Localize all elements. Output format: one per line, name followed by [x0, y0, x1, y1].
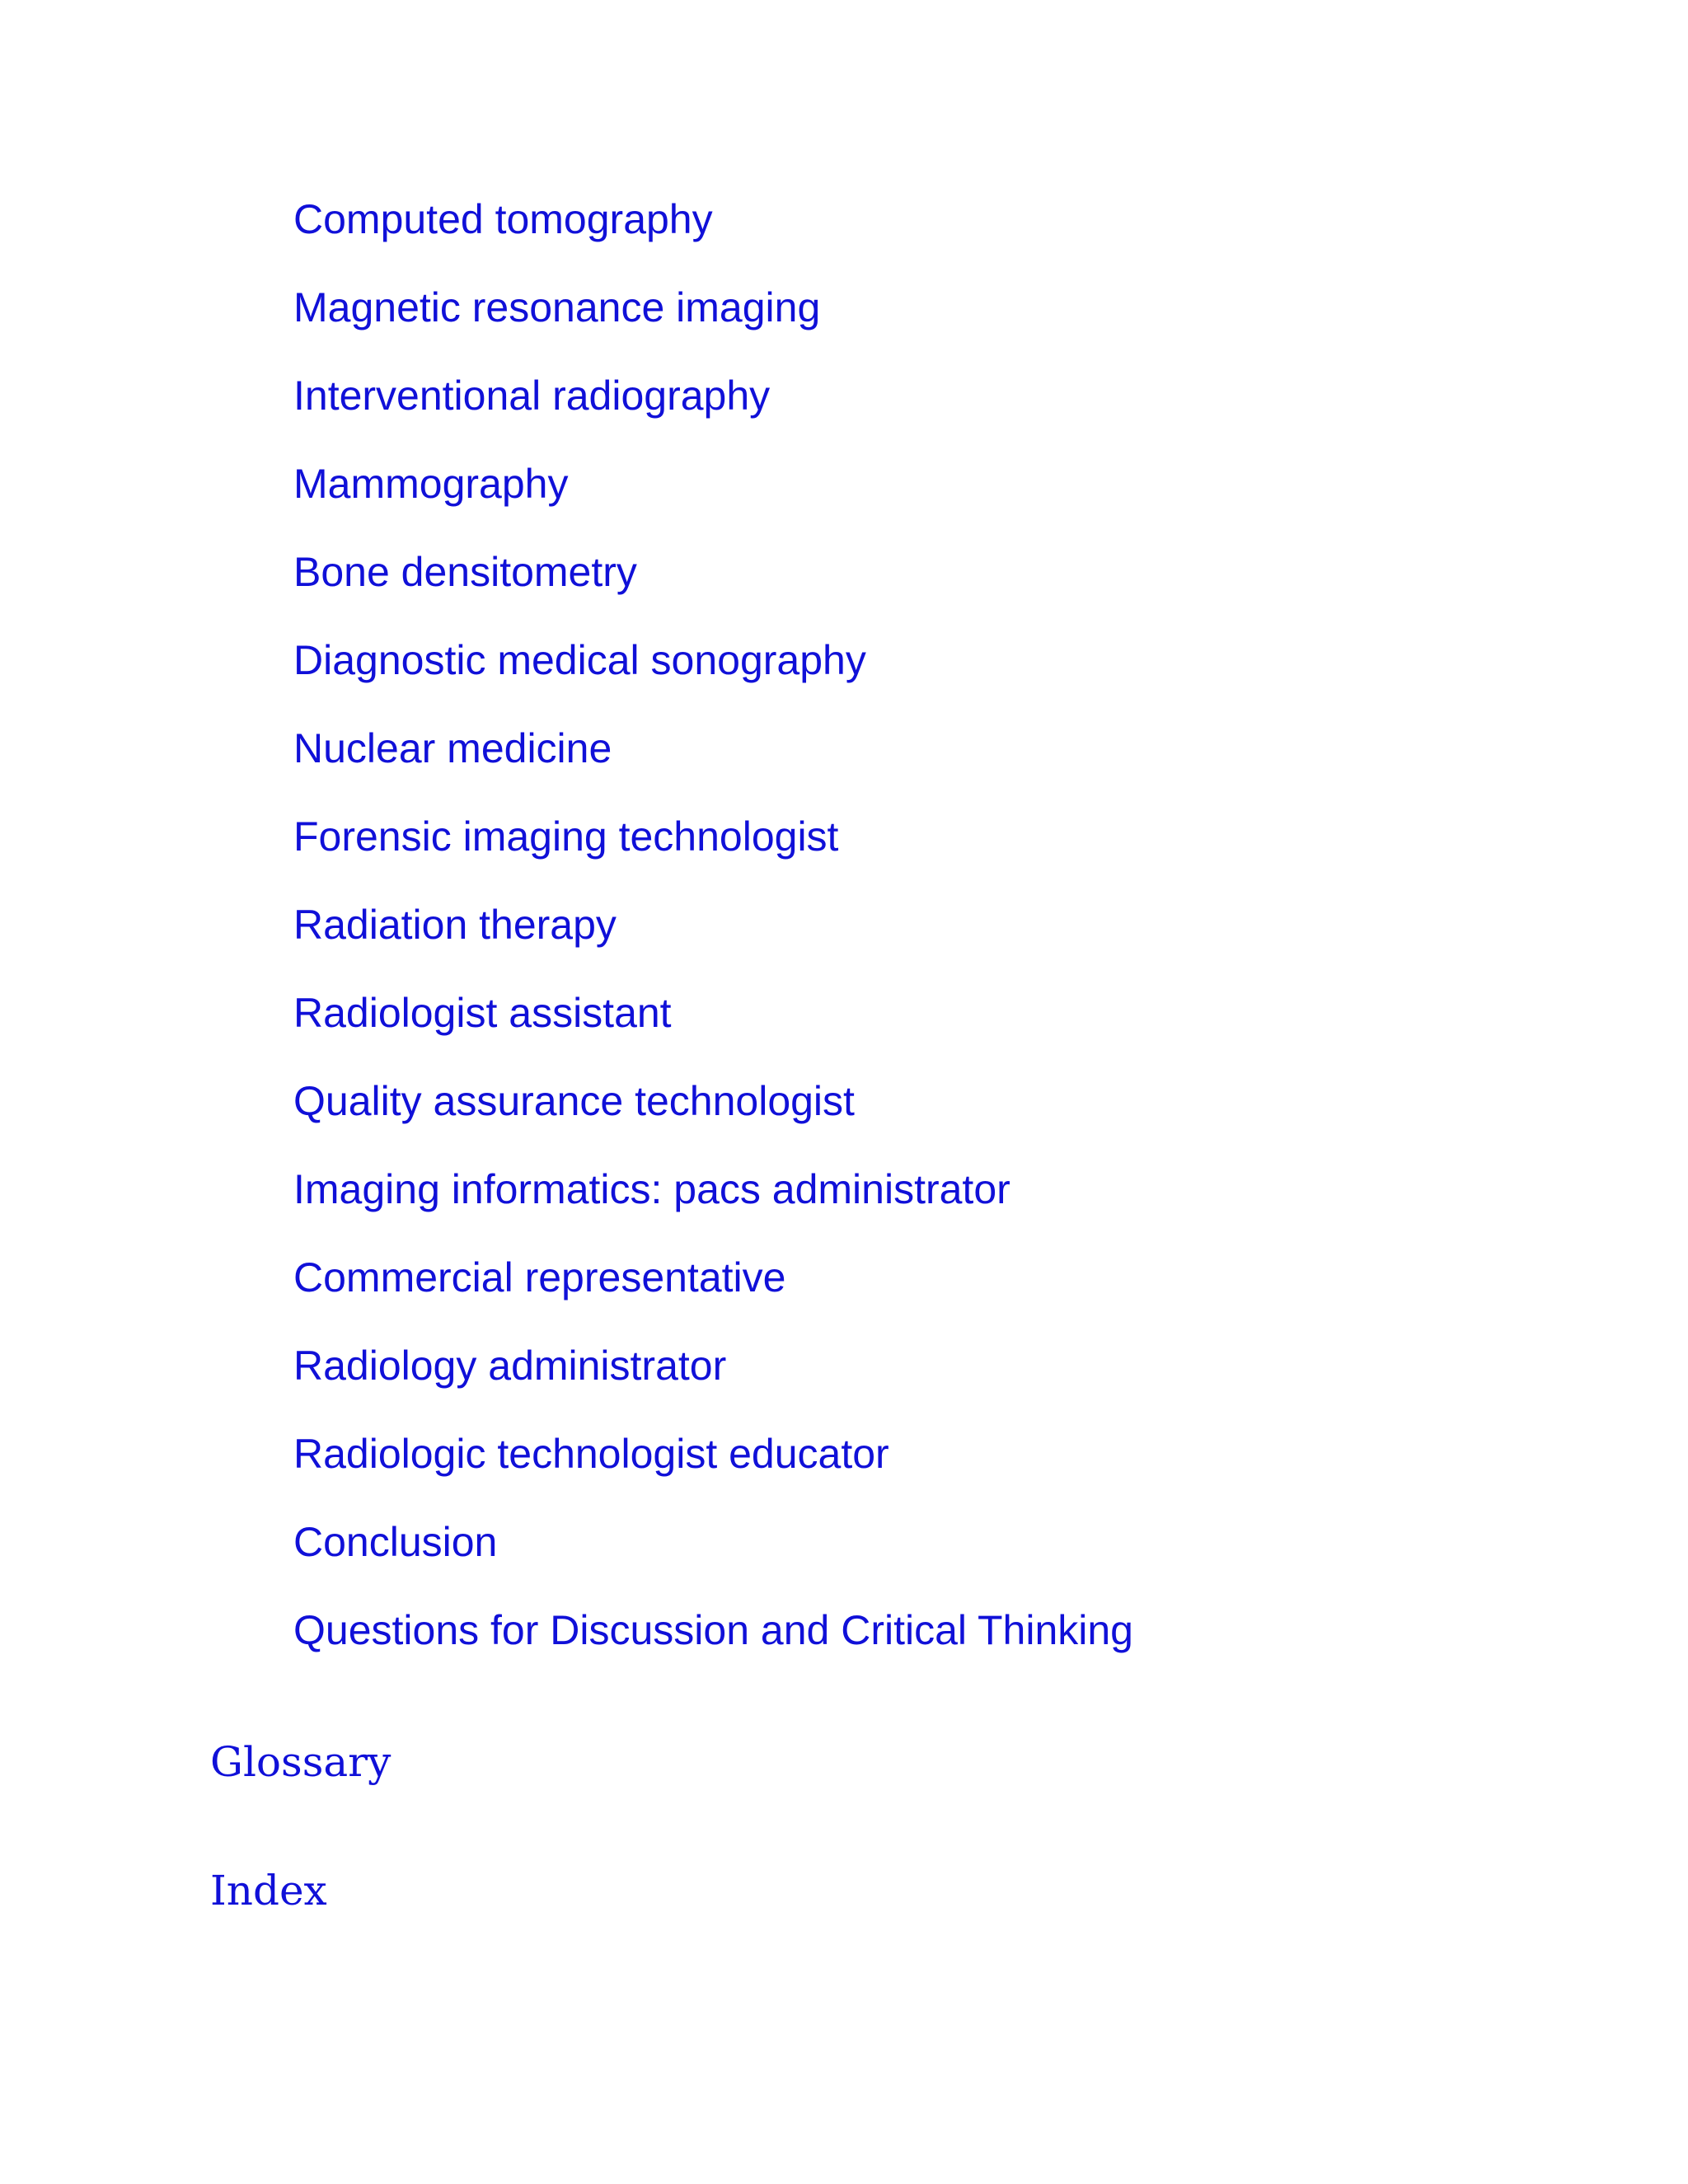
toc-link-forensic-imaging-technologist[interactable]: Forensic imaging technologist	[293, 813, 839, 860]
toc-link-nuclear-medicine[interactable]: Nuclear medicine	[293, 725, 612, 771]
toc-link-radiology-administrator[interactable]: Radiology administrator	[293, 1343, 727, 1389]
toc-link-magnetic-resonance-imaging[interactable]: Magnetic resonance imaging	[293, 284, 821, 330]
toc-link-mammography[interactable]: Mammography	[293, 461, 569, 507]
toc-link-radiologic-technologist-educator[interactable]: Radiologic technologist educator	[293, 1431, 889, 1477]
toc-link-commercial-representative[interactable]: Commercial representative	[293, 1254, 786, 1301]
toc-link-radiologist-assistant[interactable]: Radiologist assistant	[293, 990, 672, 1036]
toc-link-glossary[interactable]: Glossary	[210, 1738, 392, 1786]
toc-link-conclusion[interactable]: Conclusion	[293, 1519, 498, 1565]
toc-link-bone-densitometry[interactable]: Bone densitometry	[293, 549, 637, 595]
toc-link-interventional-radiography[interactable]: Interventional radiography	[293, 373, 771, 419]
toc-link-questions-for-discussion[interactable]: Questions for Discussion and Critical Thinking	[293, 1607, 1133, 1653]
toc-link-diagnostic-medical-sonography[interactable]: Diagnostic medical sonography	[293, 637, 866, 683]
toc-link-imaging-informatics[interactable]: Imaging informatics: pacs administrator	[293, 1166, 1010, 1212]
toc-link-quality-assurance-technologist[interactable]: Quality assurance technologist	[293, 1078, 855, 1124]
toc-link-radiation-therapy[interactable]: Radiation therapy	[293, 902, 617, 948]
toc-link-index[interactable]: Index	[210, 1867, 327, 1915]
toc-link-computed-tomography[interactable]: Computed tomography	[293, 196, 713, 242]
